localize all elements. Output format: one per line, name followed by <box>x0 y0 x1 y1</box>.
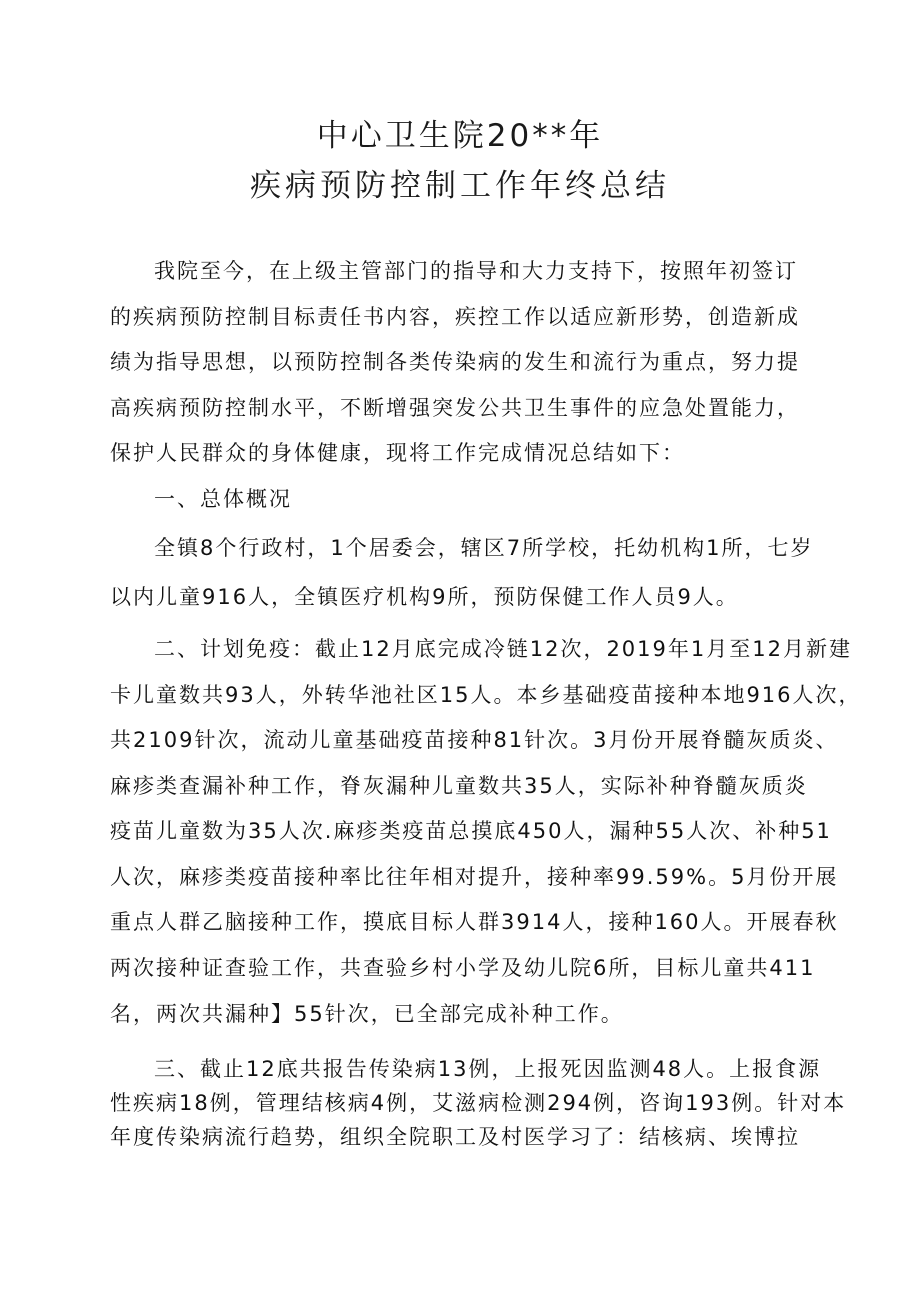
paragraph-line: 两次接种证查验工作，共查验乡村小学及幼儿院6所，目标儿童共411 <box>110 956 816 980</box>
paragraph-line: 高疾病预防控制水平，不断增强突发公共卫生事件的应急处置能力， <box>110 396 800 420</box>
section-heading: 一、总体概况 <box>154 487 292 511</box>
paragraph-line: 全镇8个行政村，1个居委会，辖区7所学校，托幼机构1所，七岁 <box>154 536 814 560</box>
paragraph-line: 共2109针次，流动儿童基础疫苗接种81针次。3月份开展脊髓灰质炎、 <box>110 728 839 752</box>
document-title-line1: 中心卫生院20**年 <box>316 118 604 154</box>
paragraph-line: 名，两次共漏种】55针次，已全部完成补种工作。 <box>110 1002 624 1026</box>
paragraph-line: 疫苗儿童数为35人次.麻疹类疫苗总摸底450人，漏种55人次、补种51 <box>110 819 832 843</box>
paragraph-line: 年度传染病流行趋势，组织全院职工及村医学习了：结核病、埃博拉 <box>110 1125 800 1149</box>
paragraph-line: 重点人群乙脑接种工作，摸底目标人群3914人，接种160人。开展春秋 <box>110 910 839 934</box>
paragraph-line: 卡儿童数共93人，外转华池社区15人。本乡基础疫苗接种本地916人次， <box>110 683 862 707</box>
paragraph-line: 我院至今，在上级主管部门的指导和大力支持下，按照年初签订 <box>154 259 798 283</box>
paragraph-line: 麻疹类查漏补种工作，脊灰漏种儿童数共35人，实际补种脊髓灰质炎 <box>110 774 808 798</box>
paragraph-line: 的疾病预防控制目标责任书内容，疾控工作以适应新形势，创造新成 <box>110 305 800 329</box>
paragraph-line: 保护人民群众的身体健康，现将工作完成情况总结如下： <box>110 441 685 465</box>
paragraph-line: 三、截止12底共报告传染病13例，上报死因监测48人。上报食源 <box>154 1057 822 1081</box>
paragraph-line: 以内儿童916人，全镇医疗机构9所，预防保健工作人员9人。 <box>110 585 739 609</box>
paragraph-line: 二、计划免疫：截止12月底完成冷链12次，2019年1月至12月新建 <box>154 637 852 661</box>
paragraph-line: 人次，麻疹类疫苗接种率比往年相对提升，接种率99.59%。5月份开展 <box>110 865 839 889</box>
paragraph-line: 绩为指导思想，以预防控制各类传染病的发生和流行为重点，努力提 <box>110 350 800 374</box>
document-title-line2: 疾病预防控制工作年终总结 <box>250 168 670 204</box>
paragraph-line: 性疾病18例，管理结核病4例，艾滋病检测294例，咨询193例。针对本 <box>110 1091 847 1115</box>
